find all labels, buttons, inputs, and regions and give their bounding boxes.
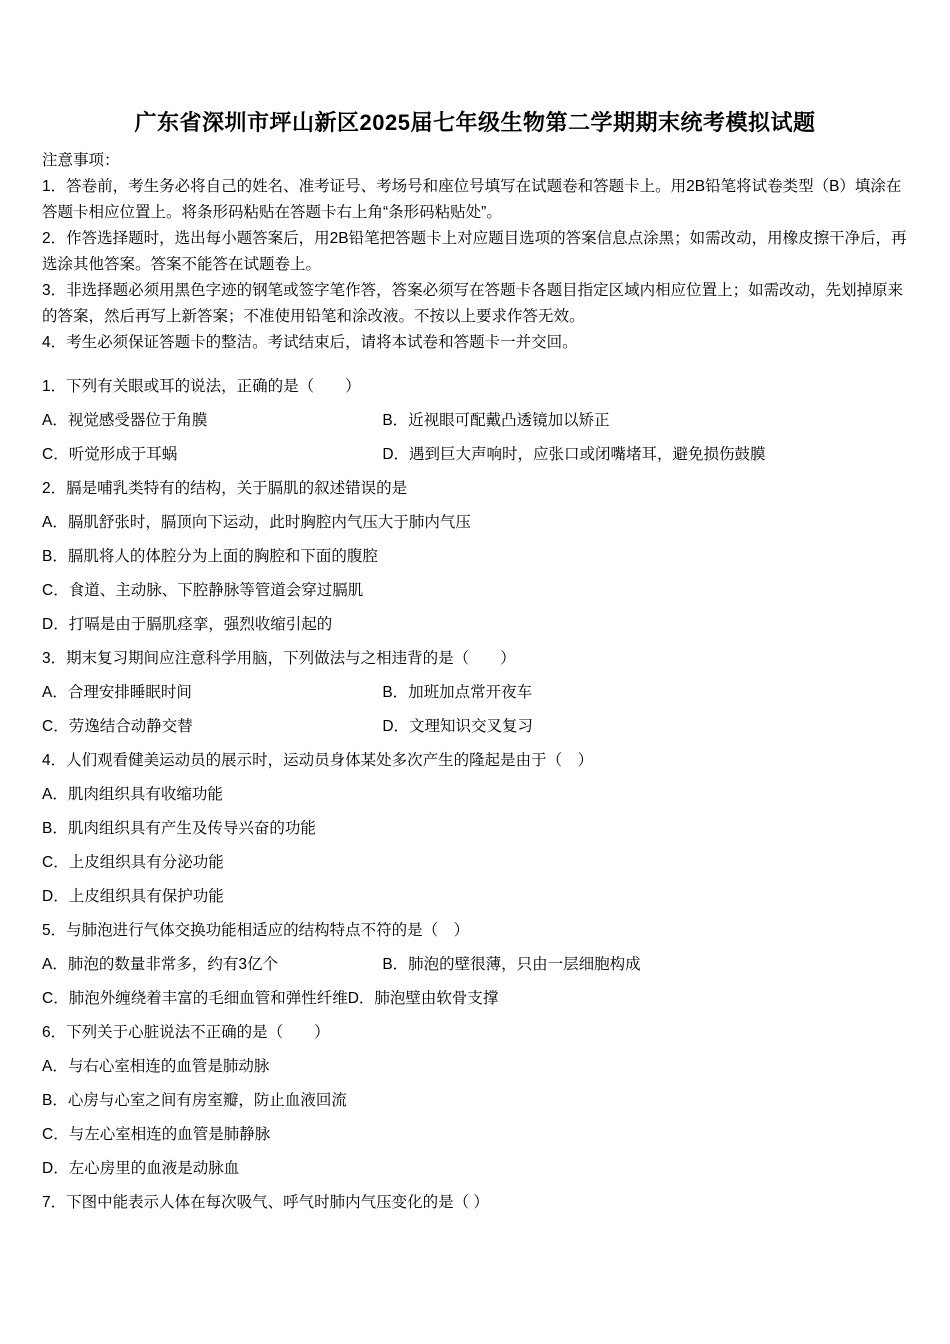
question-1-stem: 1．下列有关眼或耳的说法，正确的是（ ）: [42, 378, 361, 395]
question-2-option-b: B．膈肌将人的体腔分为上面的胸腔和下面的腹腔: [42, 548, 378, 565]
question-2-stem: 2．膈是哺乳类特有的结构，关于膈肌的叙述错误的是: [42, 480, 408, 497]
notice-section: [42, 148, 908, 356]
question-6-option-c: C．与左心室相连的血管是肺静脉: [42, 1126, 271, 1143]
question-5-option-a: A．肺泡的数量非常多，约有3亿个: [42, 956, 278, 973]
question-3-option-a: A．合理安排睡眠时间: [42, 684, 192, 701]
question-3-option-row-1: [42, 676, 908, 710]
page-title: 广东省深圳市坪山新区2025届七年级生物第二学期期末统考模拟试题: [134, 110, 816, 135]
question-1-option-a: A．视觉感受器位于角膜: [42, 412, 208, 429]
question-5-stem: 5．与肺泡进行气体交换功能相适应的结构特点不符的是（ ）: [42, 922, 470, 939]
question-1-option-b: B．近视眼可配戴凸透镜加以矫正: [382, 412, 610, 429]
questions-section: [42, 370, 908, 1220]
question-3-stem: 3．期末复习期间应注意科学用脑，下列做法与之相违背的是（ ）: [42, 650, 516, 667]
question-5-option-b: B．肺泡的壁很薄，只由一层细胞构成: [382, 956, 641, 973]
question-3-option-b: B．加班加点常开夜车: [382, 684, 533, 701]
notice-item-1: 1．答卷前，考生务必将自己的姓名、准考证号、考场号和座位号填写在试题卷和答题卡上。用2B铅笔将试卷类型（B）填涂在答题卡相应位置上。将条形码粘贴在答题卡右上角“条形码粘贴处”。: [42, 178, 902, 221]
question-1-option-d: D．遇到巨大声响时，应张口或闭嘴堵耳，避免损伤鼓膜: [382, 446, 766, 463]
question-4-option-c: C．上皮组织具有分泌功能: [42, 854, 224, 871]
question-5-option-d: D．肺泡壁由软骨支撑: [347, 990, 499, 1007]
question-6-option-a: A．与右心室相连的血管是肺动脉: [42, 1058, 270, 1075]
question-3-option-d: D．文理知识交叉复习: [382, 718, 534, 735]
question-7-stem: 7．下图中能表示人体在每次吸气、呼气时肺内气压变化的是（ ）: [42, 1194, 489, 1211]
question-6-stem: 6．下列关于心脏说法不正确的是（ ）: [42, 1024, 330, 1041]
question-4-stem: 4．人们观看健美运动员的展示时，运动员身体某处多次产生的隆起是由于（ ）: [42, 752, 594, 769]
question-3-option-row-2: [42, 710, 908, 744]
question-5-option-c: C．肺泡外缠绕着丰富的毛细血管和弹性纤维: [42, 990, 348, 1007]
question-2-option-d: D．打嗝是由于膈肌痉挛，强烈收缩引起的: [42, 616, 333, 633]
question-6-option-d: D．左心房里的血液是动脉血: [42, 1160, 240, 1177]
question-2-option-c: C．食道、主动脉、下腔静脉等管道会穿过膈肌: [42, 582, 364, 599]
question-1-option-c: C．听觉形成于耳蜗: [42, 446, 178, 463]
question-5-option-row-2: [42, 982, 908, 1016]
notice-heading: 注意事项：: [42, 152, 120, 169]
question-3-option-c: C．劳逸结合动静交替: [42, 718, 193, 735]
notice-item-3: 3．非选择题必须用黑色字迹的钢笔或签字笔作答，答案必须写在答题卡各题目指定区域内相应位置上；如需改动，先划掉原来的答案，然后再写上新答案；不准使用铅笔和涂改液。不按以上要求作答无效。: [42, 282, 904, 325]
question-4-option-d: D．上皮组织具有保护功能: [42, 888, 224, 905]
question-5-option-row-1: [42, 948, 908, 982]
question-6-option-b: B．心房与心室之间有房室瓣，防止血液回流: [42, 1092, 347, 1109]
notice-item-2: 2．作答选择题时，选出每小题答案后，用2B铅笔把答题卡上对应题目选项的答案信息点涂黑；如需改动，用橡皮擦干净后，再选涂其他答案。答案不能答在试题卷上。: [42, 230, 907, 273]
question-2-option-a: A．膈肌舒张时，膈顶向下运动，此时胸腔内气压大于肺内气压: [42, 514, 471, 531]
question-4-option-b: B．肌肉组织具有产生及传导兴奋的功能: [42, 820, 316, 837]
question-1-option-row-1: [42, 404, 908, 438]
notice-item-4: 4．考生必须保证答题卡的整洁。考试结束后，请将本试卷和答题卡一并交回。: [42, 334, 578, 351]
question-1-option-row-2: [42, 438, 908, 472]
question-4-option-a: A．肌肉组织具有收缩功能: [42, 786, 223, 803]
